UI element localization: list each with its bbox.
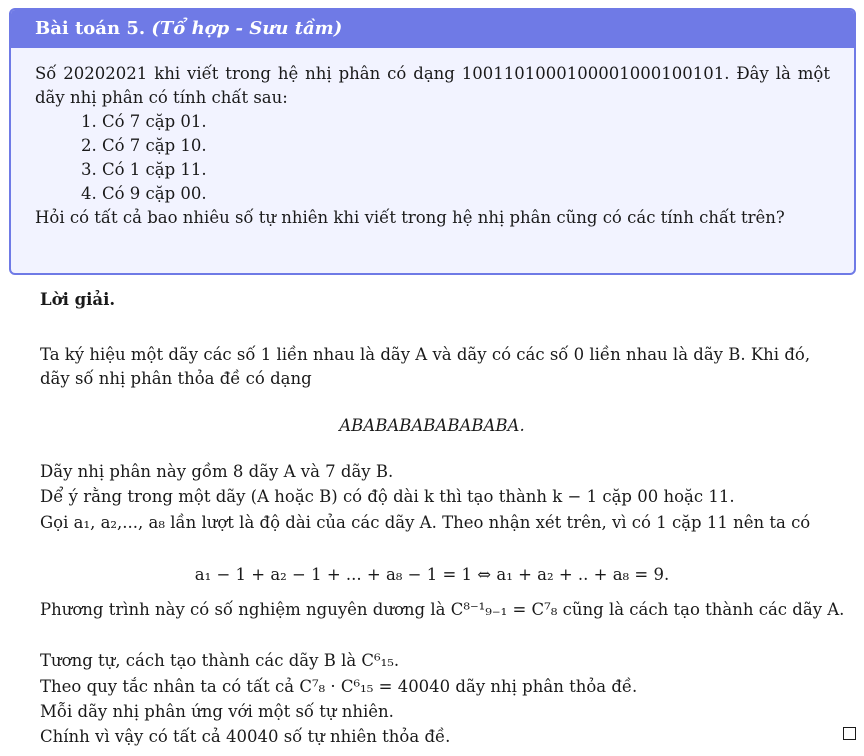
condition-list — [35, 110, 830, 206]
problem-title-prefix: Bài toán 5. — [35, 18, 146, 39]
solution-paragraph-1 — [0, 343, 864, 391]
problem-title — [11, 10, 854, 48]
qed-square-icon — [843, 727, 856, 740]
solution-paragraph-5 — [0, 598, 864, 622]
condition-item: 2. Có 7 cặp 10. — [81, 136, 207, 155]
solution-p1-text: Ta ký hiệu một dãy các số 1 liền nhau là dãy A và dãy có các số 0 liền nhau là dãy B. Khi đó, dãy số nhị phân thỏa đề có dạng — [40, 345, 811, 388]
condition-item: 3. Có 1 cặp 11. — [81, 160, 207, 179]
solution-paragraph-7: Theo quy tắc nhân ta có tất cả C⁷₈ · C⁶₁₅ = 40040 dãy nhị phân thỏa đề. — [40, 677, 638, 696]
binary-pattern: ABABABABABABABA. — [339, 416, 525, 435]
condition-item: 4. Có 9 cặp 00. — [81, 184, 207, 203]
sum-equation: a₁ − 1 + a₂ − 1 + ... + a₈ − 1 = 1 ⇔ a₁ + a₂ + .. + a₈ = 9. — [194, 565, 670, 584]
solution-paragraph-4: Gọi a₁, a₂,..., a₈ lần lượt là độ dài của các dãy A. Theo nhận xét trên, vì có 1 cặp 11 nên ta có — [40, 513, 811, 532]
problem-question: Hỏi có tất cả bao nhiêu số tự nhiên khi viết trong hệ nhị phân cũng có các tính chất trên? — [35, 208, 785, 227]
condition-item: 1. Có 7 cặp 01. — [81, 112, 207, 131]
solution-paragraph-6: Tương tự, cách tạo thành các dãy B là C⁶₁₅. — [40, 651, 400, 670]
solution-paragraph-8: Mỗi dãy nhị phân ứng với một số tự nhiên. — [40, 702, 394, 721]
solution-paragraph-2: Dãy nhị phân này gồm 8 dãy A và 7 dãy B. — [40, 462, 394, 481]
problem-box — [9, 8, 856, 275]
problem-body — [11, 48, 854, 230]
solution-p5-before: Phương trình này có số nghiệm nguyên dương là — [40, 600, 446, 619]
solution-heading-row — [0, 288, 864, 312]
problem-intro: Số 20202021 khi viết trong hệ nhị phân có dạng 1001101000100001000100101. Đây là một dãy nhị phân có tính chất sau: — [35, 64, 830, 107]
solution-heading: Lời giải. — [40, 290, 116, 309]
combination-expression: C⁸⁻¹₉₋₁ = C⁷₈ — [450, 600, 558, 619]
problem-title-topic: (Tổ hợp - Sưu tầm) — [151, 18, 343, 39]
solution-paragraph-3: Dể ý rằng trong một dãy (A hoặc B) có độ dài k thì tạo thành k − 1 cặp 00 hoặc 11. — [40, 487, 735, 506]
solution-paragraph-9: Chính vì vậy có tất cả 40040 số tự nhiên thỏa đề. — [40, 727, 451, 746]
solution-p5-after: cũng là cách tạo thành các dãy A. — [562, 600, 845, 619]
